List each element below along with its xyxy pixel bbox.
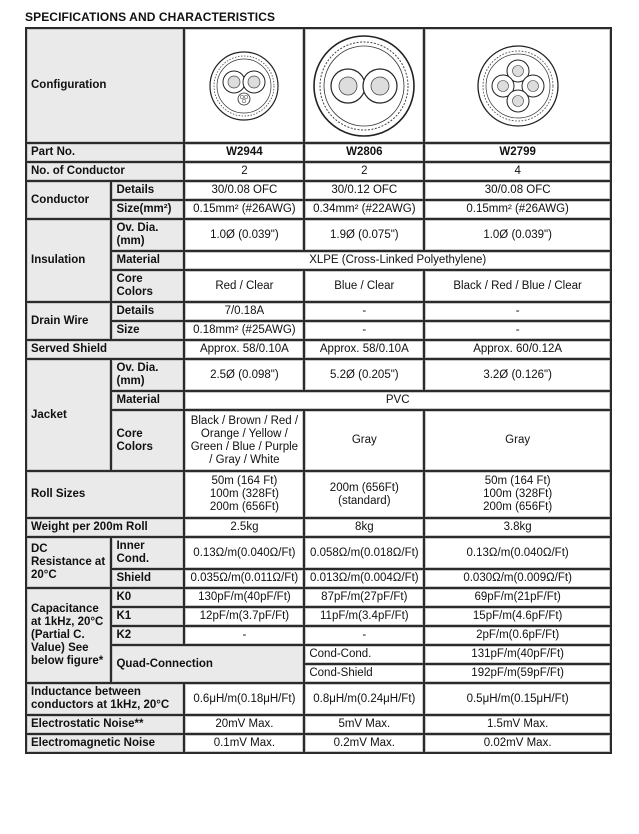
row-drain-wire-details <box>27 303 610 320</box>
dc-inner-cond-w2944: 0.13Ω/m(0.040Ω/Ft) <box>185 538 303 568</box>
electrostatic-w2944: 20mV Max. <box>185 716 303 733</box>
electrostatic-noise-label: Electrostatic Noise** <box>27 716 183 733</box>
row-drain-wire-size <box>27 322 610 339</box>
k0-w2799: 69pF/m(21pF/Ft) <box>425 589 610 606</box>
conductor-size-w2799: 0.15mm² (#26AWG) <box>425 201 610 218</box>
row-inductance <box>27 684 610 714</box>
row-jacket-material <box>27 392 610 409</box>
jacket-core-colors-w2806: Gray <box>305 411 423 470</box>
insulation-material-label: Material <box>112 252 183 269</box>
insulation-material-value: XLPE (Cross-Linked Polyethylene) <box>185 252 610 269</box>
row-conductor-size <box>27 201 610 218</box>
row-insulation-material <box>27 252 610 269</box>
insulation-label: Insulation <box>27 220 110 301</box>
row-insulation-core-colors <box>27 271 610 301</box>
roll-size-w2944-2: 100m (328Ft) <box>209 488 279 500</box>
jacket-label: Jacket <box>27 360 110 470</box>
cond-shield-w2799: 192pF/m(59pF/Ft) <box>425 665 610 682</box>
dc-inner-cond-w2799: 0.13Ω/m(0.040Ω/Ft) <box>425 538 610 568</box>
quad-connection-label: Quad-Connection <box>112 646 303 682</box>
no-of-conductor-w2944: 2 <box>185 163 303 180</box>
roll-sizes-w2806 <box>305 472 423 517</box>
weight-w2944: 2.5kg <box>185 519 303 536</box>
conductor-size-w2944: 0.15mm² (#26AWG) <box>185 201 303 218</box>
conductor-size-w2806: 0.34mm² (#22AWG) <box>305 201 423 218</box>
electromagnetic-noise-label: Electromagnetic Noise <box>27 735 183 752</box>
roll-size-w2806-1: 200m (656Ft) <box>329 481 399 494</box>
insulation-core-colors-label: Core Colors <box>112 271 183 301</box>
row-jacket-core-colors <box>27 411 610 470</box>
k2-w2799: 2pF/m(0.6pF/Ft) <box>425 627 610 644</box>
roll-size-w2799-3: 200m (656Ft) <box>483 501 553 513</box>
served-shield-w2806: Approx. 58/0.10A <box>305 341 423 358</box>
electrostatic-w2806: 5mV Max. <box>305 716 423 733</box>
roll-sizes-w2799 <box>425 472 610 517</box>
row-dc-resistance-inner <box>27 538 610 568</box>
row-weight <box>27 519 610 536</box>
page-title: SPECIFICATIONS AND CHARACTERISTICS <box>25 10 276 24</box>
k0-w2944: 130pF/m(40pF/Ft) <box>185 589 303 606</box>
drain-wire-details-w2799: - <box>425 303 610 320</box>
row-conductor-details <box>27 182 610 199</box>
roll-size-w2799-1: 50m (164 Ft) <box>484 475 551 487</box>
jacket-ov-dia-label: Ov. Dia.(mm) <box>112 360 183 390</box>
conductor-details-w2799: 30/0.08 OFC <box>425 182 610 199</box>
cond-shield-label: Cond-Shield <box>305 665 423 682</box>
row-part-no <box>27 144 610 161</box>
no-of-conductor-label: No. of Conductor <box>27 163 183 180</box>
cond-cond-w2799: 131pF/m(40pF/Ft) <box>425 646 610 663</box>
inductance-w2806: 0.8μH/m(0.24μH/Ft) <box>305 684 423 714</box>
drain-wire-size-w2806: - <box>305 322 423 339</box>
k2-label: K2 <box>112 627 183 644</box>
insulation-core-colors-w2799: Black / Red / Blue / Clear <box>425 271 610 301</box>
electrostatic-w2799: 1.5mV Max. <box>425 716 610 733</box>
row-electromagnetic-noise <box>27 735 610 752</box>
row-capacitance-k0 <box>27 589 610 606</box>
part-no-w2944: W2944 <box>185 144 303 161</box>
jacket-ov-dia-w2806: 5.2Ø (0.205") <box>305 360 423 390</box>
roll-size-w2944-3: 200m (656Ft) <box>209 501 279 513</box>
dc-resistance-label: DC Resistance at 20°C <box>27 538 110 587</box>
w2799-diagram <box>425 29 610 142</box>
served-shield-w2944: Approx. 58/0.10A <box>185 341 303 358</box>
electromagnetic-w2806: 0.2mV Max. <box>305 735 423 752</box>
conductor-label: Conductor <box>27 182 110 218</box>
jacket-material-label: Material <box>112 392 183 409</box>
jacket-core-colors-label: Core Colors <box>112 411 183 470</box>
dc-shield-w2806: 0.013Ω/m(0.004Ω/Ft) <box>305 570 423 587</box>
jacket-ov-dia-w2799: 3.2Ø (0.126") <box>425 360 610 390</box>
jacket-core-colors-w2799: Gray <box>425 411 610 470</box>
insulation-ov-dia-w2799: 1.0Ø (0.039") <box>425 220 610 250</box>
roll-sizes-w2944 <box>185 472 303 517</box>
row-electrostatic-noise <box>27 716 610 733</box>
k1-w2799: 15pF/m(4.6pF/Ft) <box>425 608 610 625</box>
dc-shield-w2799: 0.030Ω/m(0.009Ω/Ft) <box>425 570 610 587</box>
row-no-of-conductor <box>27 163 610 180</box>
served-shield-label: Served Shield <box>27 341 183 358</box>
k2-w2944: - <box>185 627 303 644</box>
drain-wire-details-w2944: 7/0.18A <box>185 303 303 320</box>
insulation-core-colors-w2944: Red / Clear <box>185 271 303 301</box>
w2944-diagram <box>185 29 303 142</box>
part-no-w2799: W2799 <box>425 144 610 161</box>
conductor-size-label: Size(mm²) <box>112 201 183 218</box>
inductance-w2944: 0.6μH/m(0.18μH/Ft) <box>185 684 303 714</box>
row-capacitance-k1 <box>27 608 610 625</box>
inductance-label: Inductance between conductors at 1kHz, 20°C <box>27 684 183 714</box>
dc-inner-cond-w2806: 0.058Ω/m(0.018Ω/Ft) <box>305 538 423 568</box>
electromagnetic-w2799: 0.02mV Max. <box>425 735 610 752</box>
jacket-core-colors-w2944: Black / Brown / Red / Orange / Yellow / Green / Blue / Purple / Gray / White <box>185 411 303 470</box>
dc-shield-w2944: 0.035Ω/m(0.011Ω/Ft) <box>185 570 303 587</box>
w2944-cross-section-icon <box>207 49 281 123</box>
k0-label: K0 <box>112 589 183 606</box>
k1-w2806: 11pF/m(3.4pF/Ft) <box>305 608 423 625</box>
insulation-ov-dia-w2944: 1.0Ø (0.039") <box>185 220 303 250</box>
k0-w2806: 87pF/m(27pF/Ft) <box>305 589 423 606</box>
dc-inner-cond-label: Inner Cond. <box>112 538 183 568</box>
row-insulation-ov-dia <box>27 220 610 250</box>
insulation-core-colors-w2806: Blue / Clear <box>305 271 423 301</box>
weight-w2799: 3.8kg <box>425 519 610 536</box>
spec-table <box>25 27 612 754</box>
no-of-conductor-w2799: 4 <box>425 163 610 180</box>
weight-label: Weight per 200m Roll <box>27 519 183 536</box>
roll-size-w2806-2: (standard) <box>338 494 391 507</box>
conductor-details-w2806: 30/0.12 OFC <box>305 182 423 199</box>
roll-size-w2799-2: 100m (328Ft) <box>483 488 553 500</box>
insulation-ov-dia-label: Ov. Dia.(mm) <box>112 220 183 250</box>
served-shield-w2799: Approx. 60/0.12A <box>425 341 610 358</box>
conductor-details-w2944: 30/0.08 OFC <box>185 182 303 199</box>
drain-wire-details-w2806: - <box>305 303 423 320</box>
part-no-label: Part No. <box>27 144 183 161</box>
k1-label: K1 <box>112 608 183 625</box>
weight-w2806: 8kg <box>305 519 423 536</box>
k1-w2944: 12pF/m(3.7pF/Ft) <box>185 608 303 625</box>
dc-shield-label: Shield <box>112 570 183 587</box>
row-served-shield <box>27 341 610 358</box>
insulation-ov-dia-w2806: 1.9Ø (0.075") <box>305 220 423 250</box>
jacket-ov-dia-w2944: 2.5Ø (0.098") <box>185 360 303 390</box>
cond-cond-label: Cond-Cond. <box>305 646 423 663</box>
k2-w2806: - <box>305 627 423 644</box>
w2806-diagram <box>305 29 423 142</box>
row-configuration <box>27 29 610 142</box>
drain-wire-details-label: Details <box>112 303 183 320</box>
roll-sizes-label: Roll Sizes <box>27 472 183 517</box>
drain-wire-size-w2944: 0.18mm² (#25AWG) <box>185 322 303 339</box>
capacitance-label: Capacitance at 1kHz, 20°C (Partial C. Value) See below figure* <box>27 589 110 682</box>
configuration-label: Configuration <box>27 29 183 142</box>
jacket-material-value: PVC <box>185 392 610 409</box>
drain-wire-label: Drain Wire <box>27 303 110 339</box>
w2799-cross-section-icon <box>476 44 560 128</box>
row-jacket-ov-dia <box>27 360 610 390</box>
w2806-cross-section-icon <box>312 34 416 138</box>
row-dc-resistance-shield <box>27 570 610 587</box>
electromagnetic-w2944: 0.1mV Max. <box>185 735 303 752</box>
part-no-w2806: W2806 <box>305 144 423 161</box>
row-capacitance-k2 <box>27 627 610 644</box>
row-roll-sizes <box>27 472 610 517</box>
conductor-details-label: Details <box>112 182 183 199</box>
no-of-conductor-w2806: 2 <box>305 163 423 180</box>
drain-wire-size-w2799: - <box>425 322 610 339</box>
roll-size-w2944-1: 50m (164 Ft) <box>211 475 278 487</box>
inductance-w2799: 0.5μH/m(0.15μH/Ft) <box>425 684 610 714</box>
drain-wire-size-label: Size <box>112 322 183 339</box>
row-capacitance-quad-1 <box>27 646 610 663</box>
